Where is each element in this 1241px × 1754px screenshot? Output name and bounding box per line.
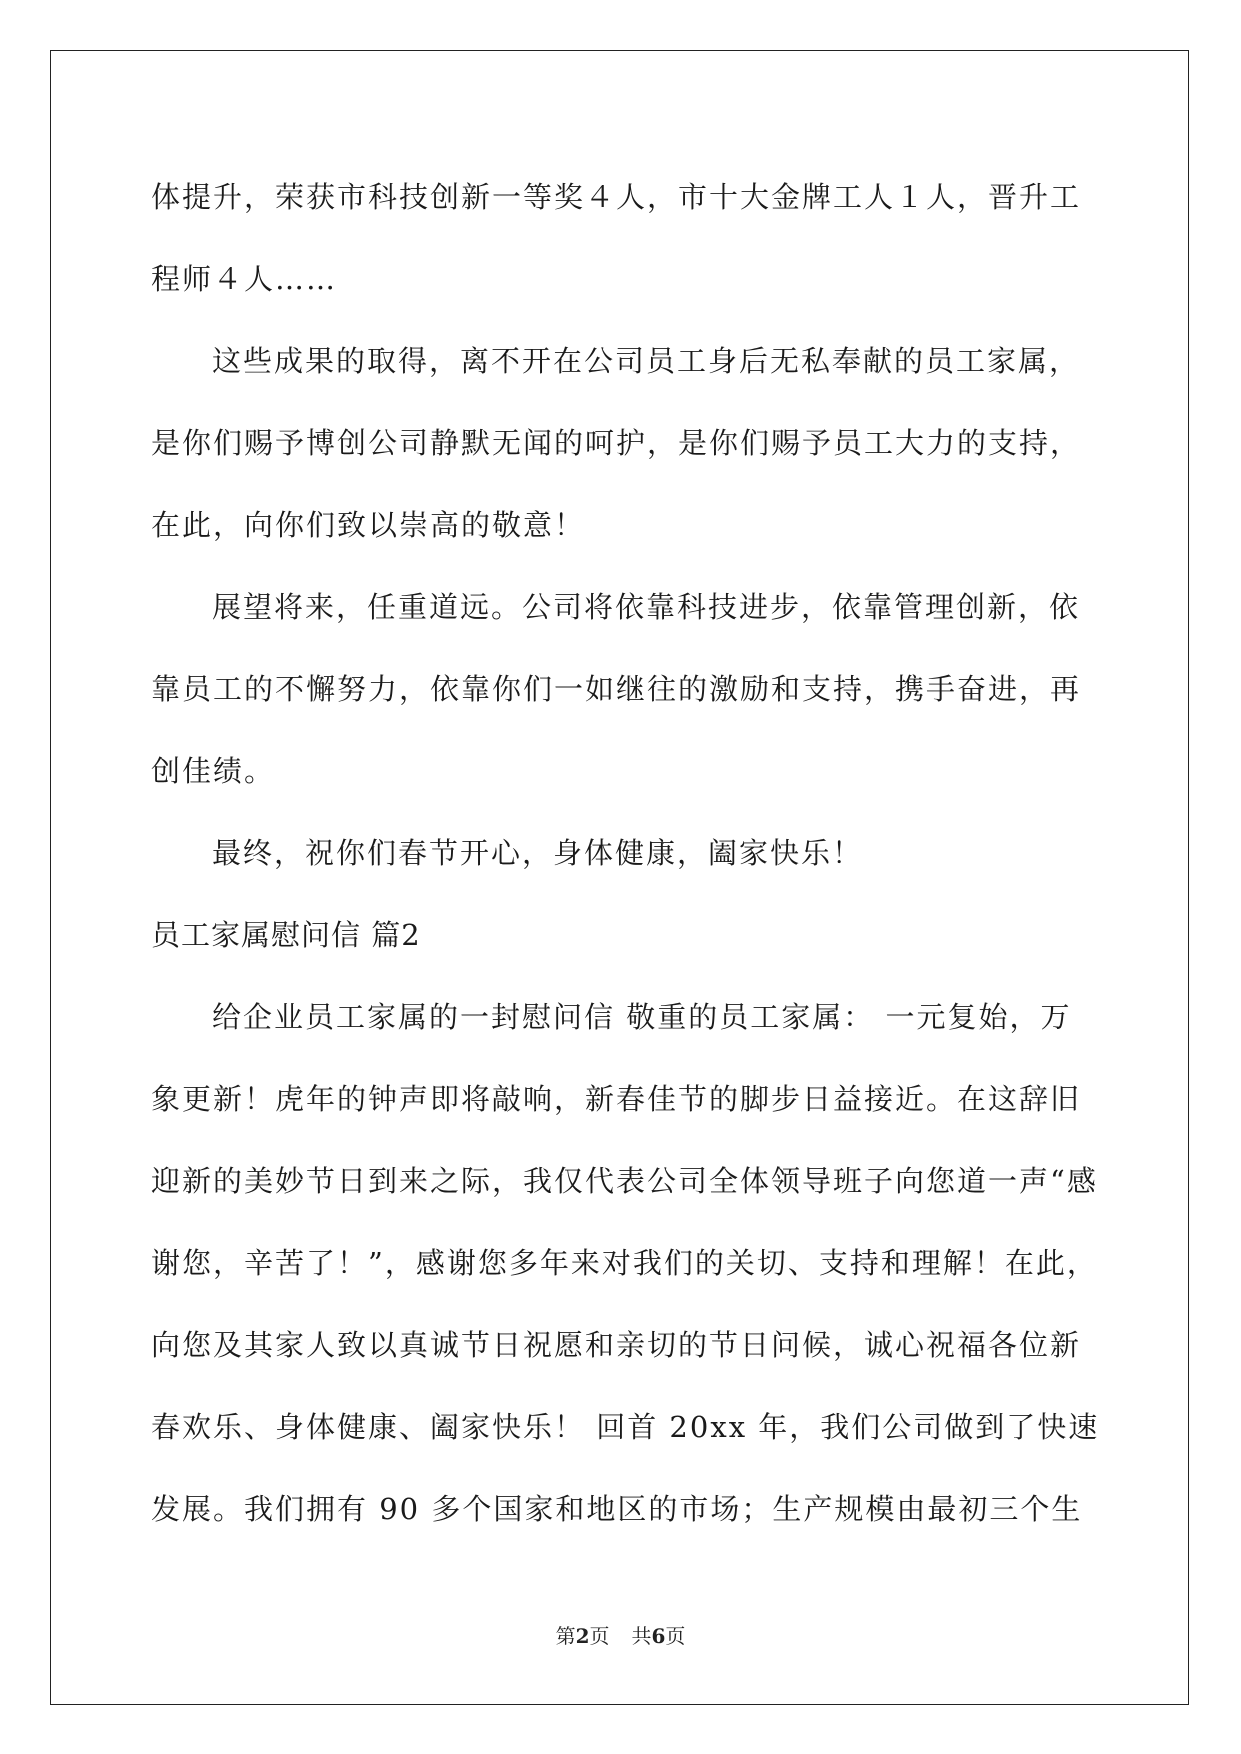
page-suffix: 页 <box>589 1624 610 1648</box>
paragraph-line: 这些成果的取得，离不开在公司员工身后无私奉献的员工家属， <box>212 344 1081 378</box>
total-page-number: 6 <box>651 1624 666 1648</box>
paragraph-line: 程师４人…… <box>151 262 338 296</box>
document-body <box>151 156 1100 1550</box>
paragraph-line: 最终，祝你们春节开心，身体健康，阖家快乐！ <box>212 836 864 870</box>
paragraph-line: 发展。我们拥有 90 多个国家和地区的市场；生产规模由最初三个生 <box>151 1492 1083 1526</box>
page-footer <box>0 1620 1241 1649</box>
paragraph-line: 迎新的美妙节日到来之际，我仅代表公司全体领导班子向您道一声“感 <box>151 1164 1098 1198</box>
paragraph-line: 展望将来，任重道远。公司将依靠科技进步，依靠管理创新，依 <box>212 590 1081 624</box>
paragraph-line: 是你们赐予博创公司静默无闻的呵护，是你们赐予员工大力的支持， <box>151 426 1082 460</box>
paragraph-line: 象更新！虎年的钟声即将敲响，新春佳节的脚步日益接近。在这辞旧 <box>151 1082 1082 1116</box>
total-suffix: 页 <box>665 1624 686 1648</box>
paragraph-line: 给企业员工家属的一封慰问信 敬重的员工家属： 一元复始，万 <box>212 1000 1072 1034</box>
paragraph-line: 体提升，荣获市科技创新一等奖４人，市十大金牌工人１人，晋升工 <box>151 180 1082 214</box>
paragraph-line: 在此，向你们致以崇高的敬意！ <box>151 508 586 542</box>
page-prefix: 第 <box>555 1624 576 1648</box>
paragraph-line: 创佳绩。 <box>151 754 276 788</box>
paragraph-line: 春欢乐、身体健康、阖家快乐！ 回首 20xx 年，我们公司做到了快速 <box>151 1410 1100 1444</box>
section-heading: 员工家属慰问信 篇2 <box>151 918 421 952</box>
total-prefix: 共 <box>631 1624 652 1648</box>
paragraph-line: 谢您，辛苦了！”，感谢您多年来对我们的关切、支持和理解！在此， <box>151 1246 1098 1280</box>
paragraph-line: 向您及其家人致以真诚节日祝愿和亲切的节日问候，诚心祝福各位新 <box>151 1328 1082 1362</box>
current-page-number: 2 <box>575 1624 590 1648</box>
paragraph-line: 靠员工的不懈努力，依靠你们一如继往的激励和支持，携手奋进，再 <box>151 672 1082 706</box>
